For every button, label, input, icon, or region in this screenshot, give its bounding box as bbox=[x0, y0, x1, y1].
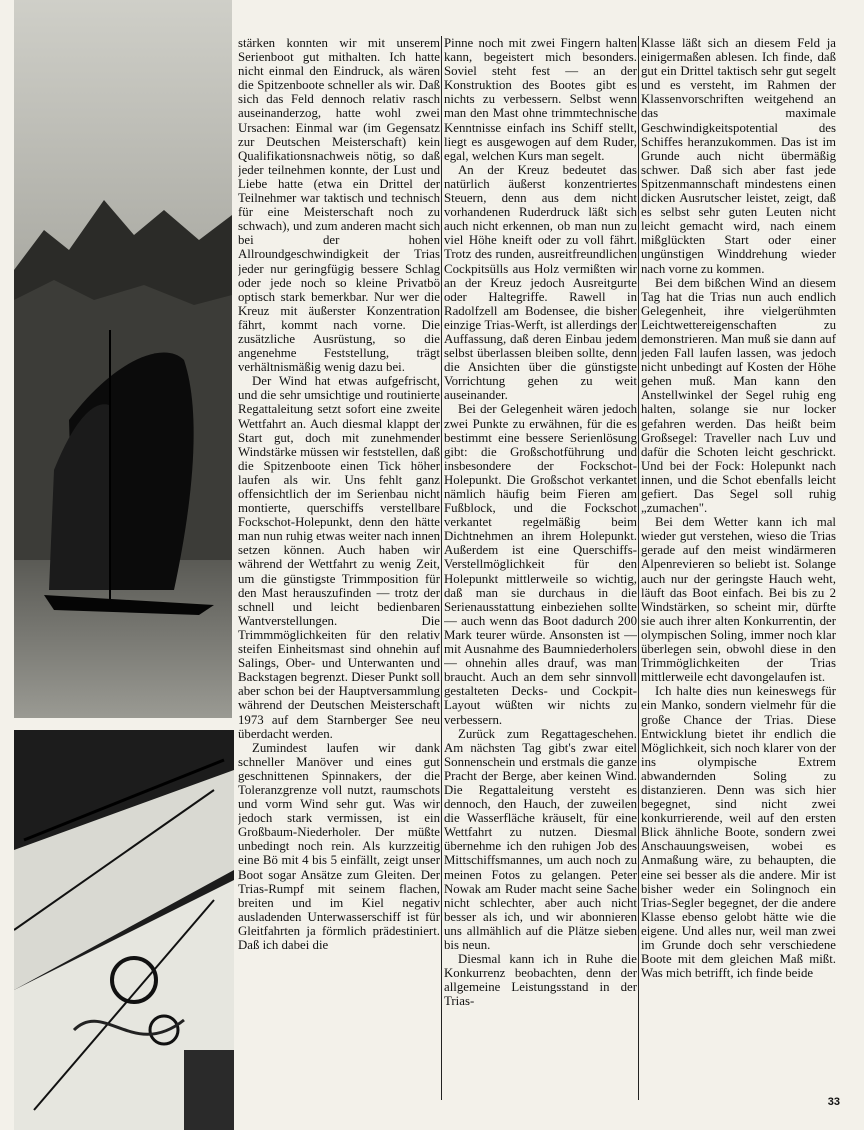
column-divider bbox=[441, 36, 442, 1100]
sailboat-photo-graphic bbox=[14, 0, 232, 718]
paragraph: stärken konnten wir mit unserem Serienboot gut mithalten. Ich hatte nicht einmal den Eindruck, als wären die Spitzenboote schneller als wir. Daß sich das Feld dennoch relativ rasch auseinanderzog, hatte wohl zwei Ursachen: Einmal war (im Gegensatz zur Deutschen Meisterschaft) kein Qualifikationsnachweis nötig, so daß jeder teilnehmen konnte, der Lust und Liebe hatte (etwa ein Drittel der Teilnehmer war taktisch und technisch für eine Meisterschaft noch zu schwach), und zum anderen macht sich bei der hohen Allroundgeschwindigkeit der Trias jeder nur geringfügig bessere Schlag oder jede noch so kleine Privatbö optisch stark bemerkbar. Nur wer die Kreuz mit äußerster Konzentration fährt, kommt nach vorne. Die zusätzliche Ausrüstung, so die angenehme Feststellung, trägt verhältnismäßig wenig dazu bei. bbox=[238, 36, 440, 375]
paragraph: Bei der Gelegenheit wären jedoch zwei Punkte zu erwähnen, für die es bestimmt eine bessere Serienlösung gibt: die Großschotführung und insbesondere der Fockschot-Holepunkt. Die Großschot verkantet nämlich häufig beim Fieren am Fußblock, und die Fockschot verkantet regelmäßig beim Dichtnehmen an ihrem Holepunkt. Außerdem ist eine Querschiffs-Verstellmöglichkeit für den Holepunkt mittlerweile so wichtig, daß man sie durchaus in die Serienausstattung einbeziehen sollte — auch wenn das Boot dadurch 200 Mark teurer würde. Ansonsten ist — mit Ausnahme des Baumniederholers — ohnehin alles drauf, was man braucht. Auch an dem sehr sinnvoll gestalteten Decks- und Cockpit-Layout wüßten wir nichts zu verbessern. bbox=[444, 402, 637, 727]
paragraph: Der Wind hat etwas aufgefrischt, und die sehr umsichtige und routinierte Regattaleitung setzt sofort eine zweite Wettfahrt an. Auch diesmal klappt der Start gut, doch mit zunehmender Windstärke müssen wir feststellen, daß die Spitzenboote einen Tick höher laufen als wir. Uns fehlt ganz offensichtlich der im Serienbau nicht montierte, querschiffs verstellbare Fockschot-Holepunkt, denn den hätte man nun ruhig etwas weiter nach innen setzen können. Auch haben wir während der Wettfahrt zu wenig Zeit, um die günstigste Trimmposition für den Mast herauszufinden — trotz der schnell und leicht bedienbaren Wantverstellungen. Die Trimmmöglichkeiten für den relativ steifen Einheitsmast sind ohnehin auf Salings, Ober- und Unterwanten und Backstagen begrenzt. Dieser Punkt soll aber schon bei der Hauptversammlung während der Deutschen Meisterschaft 1973 auf dem Starnberger See neu überdacht werden. bbox=[238, 374, 440, 741]
paragraph: Bei dem Wetter kann ich mal wieder gut verstehen, wieso die Trias gerade auf den meist windärmeren Alpenrevieren so beliebt ist. Solange auch nur der geringste Hauch weht, läuft das Boot einfach. Bei bis zu 2 Windstärken, so scheint mir, dürfte sie auch ihrer alten Konkurrentin, der olympischen Soling, immer noch klar überlegen sein, obwohl diese in den Trimmöglichkeiten der Trias mittlerweile echt davongelaufen ist. bbox=[641, 515, 836, 685]
text-column-2 bbox=[444, 36, 637, 1116]
paragraph: Zurück zum Regattageschehen. Am nächsten Tag gibt's zwar eitel Sonnenschein und erstmals die ganze Pracht der Berge, aber keinen Wind. Die Regattaleitung versteht es dennoch, den Hauch, der zuweilen die Wasserfläche kräuselt, für eine Wettfahrt zu nutzen. Diesmal übernehme ich den ruhigen Job des Mittschiffsmannes, um auch noch zu meinen Fotos zu gelangen. Peter Nowak am Ruder macht seine Sache nicht schlechter, aber auch nicht besser als ich, und wir abonnieren uns allmählich auf die Plätze sieben bis neun. bbox=[444, 726, 637, 952]
cockpit-photo-graphic bbox=[14, 730, 234, 1130]
sailboat-photo bbox=[14, 0, 232, 718]
paragraph: Pinne noch mit zwei Fingern halten kann, begeistert mich besonders. Soviel steht fest — an der Konstruktion des Bootes gibt es nichts zu verbessern. Selbst wenn man den Mast ohne trimmtechnische Kenntnisse einfach ins Schiff stellt, liegt es ausgewogen auf dem Ruder, egal, welchen Kurs man segelt. bbox=[444, 36, 637, 163]
paragraph: Bei dem bißchen Wind an diesem Tag hat die Trias nun auch endlich Gelegenheit, ihre vielgerühmten Leichtwettereigenschaften zu demonstrieren. Man muß sie dann auf jeden Fall laufen lassen, was jedoch nicht unbedingt auf Kosten der Höhe gehen muß. Man kann den Anstellwinkel der Segel ruhig eng halten, solange sie nur locker gefahren werden. Das heißt beim Großsegel: Traveller nach Luv und dafür die Schoten leicht geschrickt. Und bei der Fock: Holepunkt nach innen, und die Schot ebenfalls leicht gefiert. Das Segel soll ruhig „zumachen". bbox=[641, 275, 836, 516]
paragraph: Klasse läßt sich an diesem Feld ja einigermaßen ablesen. Ich finde, daß gut ein Drittel taktisch sehr gut segelt und es versteht, im Rahmen der Klassenvorschriften weitgehend an das maximale Geschwindigkeitspotential des Schiffes heranzukommen. Das ist im Grunde auch nicht übermäßig schwer. Daß sich aber fast jede Spitzenmannschaft mindestens einen dicken Ausrutscher leistet, zeigt, daß es selbst sehr guten Leuten nicht leicht gemacht wird, nach einem mißglückten Start oder einer ungünstigen Winddrehung wieder nach vorne zu kommen. bbox=[641, 36, 836, 276]
paragraph: Ich halte dies nun keineswegs für ein Manko, sondern vielmehr für die große Chance der Trias. Diese Entwicklung bietet ihr endlich die Möglichkeit, sich noch klarer von der ins olympische Extrem abwandernden Soling zu distanzieren. Denn was sich hier begegnet, sind nicht zwei konkurrierende, weil auf den ersten Blick ähnliche Boote, sondern zwei Anschauungsweisen, wobei es Anmaßung wäre, zu behaupten, die eine sei besser als die andere. Mir ist bisher weder ein Solingnoch ein Trias-Segler begegnet, der die andere Klasse ebenso gelobt hätte wie die eigene. Und alles nur, weil man zwei im Grunde doch sehr verschiedene Boote mit dem gleichen Maß mißt. Was mich betrifft, ich finde beide bbox=[641, 684, 836, 981]
paragraph: Zumindest laufen wir dank schneller Manöver und eines gut geschnittenen Spinnakers, der die Toleranzgrenze voll nutzt, raumschots und vorm Wind sehr gut. Was wir jedoch stark vermissen, ist ein Großbaum-Niederholer. Der müßte unbedingt noch rein. Als kurzzeitig eine Bö mit 4 bis 5 einfällt, zeigt unser Boot sogar Ansätze zum Gleiten. Der Trias-Rumpf mit seinem flachen, breiten und im Kiel negativ ausladenden Unterwasserschiff ist für Gleitfahrten ja förmlich prädestiniert. Daß ich dabei die bbox=[238, 740, 440, 952]
cockpit-photo bbox=[14, 730, 234, 1130]
column-divider bbox=[638, 36, 639, 1100]
text-column-3 bbox=[641, 36, 836, 1116]
paragraph: Diesmal kann ich in Ruhe die Konkurrenz beobachten, denn der allgemeine Leistungsstand in der Trias- bbox=[444, 952, 637, 1009]
text-column-1 bbox=[238, 36, 440, 1116]
page-number: 33 bbox=[827, 1096, 840, 1108]
paragraph: An der Kreuz bedeutet das natürlich äußerst konzentriertes Steuern, denn aus dem nicht vorhandenen Ruderdruck läßt sich auch nicht erkennen, ob man nun zu viel Höhe kneift oder zu voll fährt. Trotz des runden, ausreitfreundlichen Cockpitsülls aus Holz vermißten wir an der Kreuz jedoch Ausreitgurte oder Haltegriffe. Rawell in Radolfzell am Bodensee, die bisher einzige Trias-Werft, ist allerdings der Auffassung, daß deren Einbau jedem selbst überlassen bleiben sollte, denn die Ansichten über die günstigste Vorrichtung gehen zu weit auseinander. bbox=[444, 162, 637, 403]
